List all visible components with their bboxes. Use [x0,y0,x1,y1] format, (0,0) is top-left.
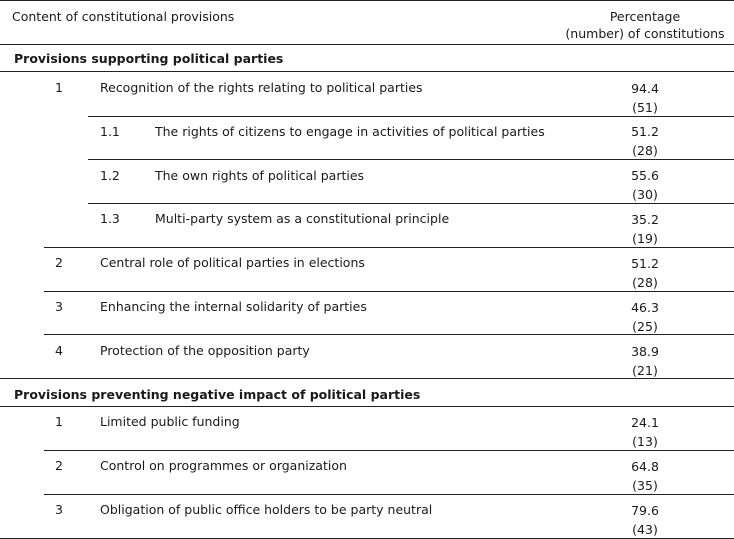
row-divider [44,494,734,495]
row-count: (25) [632,319,658,334]
row-number: 1 [55,414,63,429]
row-percentage: 38.9 [631,344,659,359]
row-divider [44,291,734,292]
row-label: Recognition of the rights relating to political parties [100,80,423,95]
row-number: 3 [55,299,63,314]
row-divider [44,450,734,451]
top-rule [0,0,734,1]
row-count: (13) [632,434,658,449]
header-percentage-label [560,8,730,42]
row-percentage: 94.4 [631,81,659,96]
row-percentage: 79.6 [631,503,659,518]
row-percentage: 55.6 [631,168,659,183]
row-label: Protection of the opposition party [100,343,310,358]
header-rule [0,44,734,45]
row-count: (28) [632,275,658,290]
row-count: (21) [632,363,658,378]
row-label: Central role of political parties in elections [100,255,365,270]
header-percentage-line2: (number) of constitutions [565,26,725,41]
row-label: Control on programmes or organization [100,458,347,473]
row-divider [88,203,734,204]
row-label: The rights of citizens to engage in activities of political parties [155,124,545,139]
row-number: 1.1 [100,124,120,139]
row-count: (30) [632,187,658,202]
row-value [585,457,705,495]
row-number: 3 [55,502,63,517]
row-value [585,298,705,336]
section-rule [0,378,734,379]
section-title: Provisions supporting political parties [14,51,284,66]
row-divider [88,159,734,160]
row-number: 1 [55,80,63,95]
row-value [585,79,705,117]
row-percentage: 35.2 [631,212,659,227]
row-divider [44,247,734,248]
row-number: 1.2 [100,168,120,183]
row-value [585,210,705,248]
row-count: (35) [632,478,658,493]
row-percentage: 51.2 [631,256,659,271]
row-percentage: 24.1 [631,415,659,430]
row-label: Multi-party system as a constitutional principle [155,211,450,226]
row-value [585,122,705,160]
row-percentage: 51.2 [631,124,659,139]
row-label: The own rights of political parties [155,168,365,183]
row-value [585,342,705,380]
row-percentage: 64.8 [631,459,659,474]
row-count: (51) [632,100,658,115]
row-number: 2 [55,255,63,270]
row-label: Enhancing the internal solidarity of parties [100,299,367,314]
row-count: (28) [632,143,658,158]
row-number: 4 [55,343,63,358]
row-divider [88,116,734,117]
row-value [585,413,705,451]
row-label: Obligation of public office holders to be party neutral [100,502,433,517]
header-percentage-line1: Percentage [609,9,681,24]
row-value [585,254,705,292]
row-count: (19) [632,231,658,246]
row-number: 2 [55,458,63,473]
row-percentage: 46.3 [631,300,659,315]
section-rule [0,71,734,72]
section-rule [0,406,734,407]
row-label: Limited public funding [100,414,240,429]
row-divider [44,334,734,335]
section-title: Provisions preventing negative impact of political parties [14,387,421,402]
header-content-label: Content of constitutional provisions [12,9,235,24]
row-count: (43) [632,522,658,537]
row-value [585,501,705,539]
row-number: 1.3 [100,211,120,226]
row-value [585,166,705,204]
